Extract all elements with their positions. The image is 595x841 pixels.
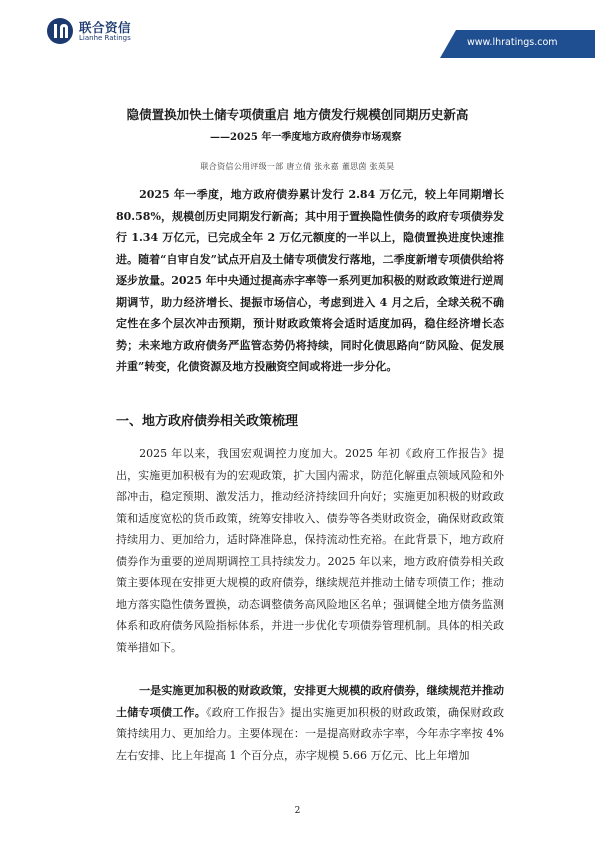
body-paragraph-2 [116,680,504,766]
page-number: 2 [294,806,301,816]
body-paragraph-1 [116,443,504,658]
logo-english-name: Lianhe Ratings [79,34,131,42]
paragraph-text: 2025 年以来，我国宏观调控力度加大。2025 年初《政府工作报告》提出，实施更加积极有为的宏观政策，扩大国内需求，防范化解重点领域风险和外部冲击，稳定预期、激发活力，推动经济持续回升向好；实施更加积极的财政政策和适度宽松的货币政策，统筹安排收入、债券等各类财政资金，确保财政政策持续用力、更加给力，适时降准降息，保持流动性充裕。在此背景下，地方政府债券作为重要的逆周期调控工具持续发力。2025 年以来，地方政府债券相关政策主要体现在安排更大规模的政府债券，继续规范并推动土储专项债工作；推动地方落实隐性债务置换，动态调整债务高风险地区名单；强调健全地方债务监测体系和政府债务风险指标体系，并进一步优化专项债券管理机制。具体的相关政策举措如下。 [116,447,504,654]
document-title: 隐债置换加快土储专项债重启 地方债发行规模创同期历史新高 [126,107,469,122]
paragraph-lead: 一是实施更加积极的财政政策，安排更大规模的政府债券，继续规范并推动土储专项债工作。 [116,684,504,719]
lianhe-logo-icon [46,17,74,45]
abstract [116,184,504,378]
paragraph-rest: 《政府工作报告》提出实施更加积极的财政政策，确保财政政策持续用力、更加给力。主要体现在：一是提高财政赤字率，今年赤字率按 4%左右安排、比上年提高 1 个百分点，赤字规模 5.66 万亿元、比上年增加 [116,705,504,762]
website-url[interactable]: www.lhratings.com [467,37,558,48]
paragraph-text [116,680,504,766]
page-header [0,0,595,62]
abstract-text: 2025 年一季度，地方政府债券累计发行 2.84 万亿元，较上年同期增长 80.58%，规模创历史同期发行新高；其中用于置换隐性债务的政府专项债券发行 1.34 万亿元，已完成全年 2 万亿元额度的一半以上，隐债置换进度快速推进。随着“自审自发”试点开启及土储专项债发行落地，二季度新增专项债供给将逐步放量。2025 年中央通过提高赤字率等一系列更加积极的财政政策进行逆周期调节，助力经济增长、提振市场信心，考虑到进入 4 月之后，全球关税不确定性在多个层次冲击预期，预计财政政策将会适时适度加码，稳住经济增长态势；未来地方政府债务严监管态势仍将持续，同时化债思路向“防风险、促发展并重”转变，化债资源及地方投融资空间或将进一步分化。 [116,188,504,373]
website-banner [440,30,595,58]
author-line: 联合资信公用评级一部 唐立倩 张永嘉 董思茵 张英昊 [200,162,395,171]
section-heading: 一、地方政府债券相关政策梳理 [116,414,299,429]
document-subtitle: ——2025 年一季度地方政府债券市场观察 [210,132,402,143]
logo-chinese-name: 联合资信 [79,20,132,35]
company-logo [46,17,166,49]
